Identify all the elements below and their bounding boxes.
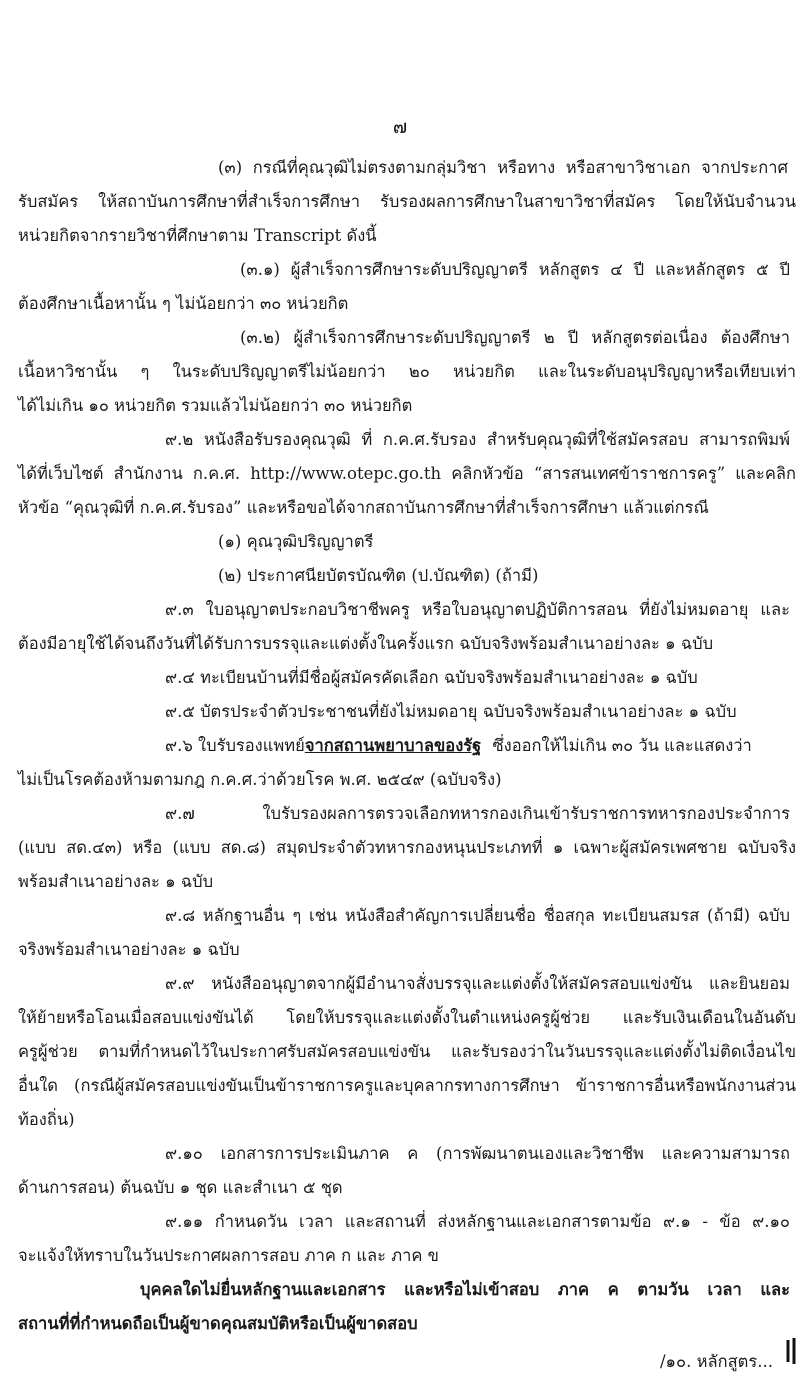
item-9-2-sub-1: (๑) คุณวุฒิปริญญาตรี [218, 532, 374, 551]
page-number: ๗ [392, 116, 408, 138]
item-9-9-line-1: ๙.๙ หนังสืออนุญาตจากผู้มีอำนาจสั่งบรรจุและแต่งตั้งให้สมัครสอบแข่งขัน และยินยอม [165, 974, 790, 993]
notice-line-2: สถานที่ที่กำหนดถือเป็นผู้ขาดคุณสมบัติหรือเป็นผู้ขาดสอบ [18, 1314, 418, 1333]
item-9-6-rest: ซึ่งออกให้ไม่เกิน ๓๐ วัน และแสดงว่า [492, 736, 752, 755]
item-9-9-line-3: ครูผู้ช่วย ตามที่กำหนดไว้ในประกาศรับสมัครสอบแข่งขัน และรับรองว่าในวันบรรจุและแต่งตั้งไม่ติดเงื่อนไข [18, 1042, 796, 1061]
item-9-10-line-1: ๙.๑๐ เอกสารการประเมินภาค ค (การพัฒนาตนเองและวิชาชีพ และความสามารถ [165, 1144, 790, 1163]
item-9-3-line-1: ๙.๓ ใบอนุญาตประกอบวิชาชีพครู หรือใบอนุญาตปฏิบัติการสอน ที่ยังไม่หมดอายุ และ [165, 600, 790, 619]
item-9-3-line-2: ต้องมีอายุใช้ได้จนถึงวันที่ได้รับการบรรจุและแต่งตั้งในครั้งแรก ฉบับจริงพร้อมสำเนาอย่างละ ๑ ฉบับ [18, 634, 714, 653]
para-3-line-2: รับสมัคร ให้สถาบันการศึกษาที่สำเร็จการศึกษา รับรองผลการศึกษาในสาขาวิชาที่สมัคร โดยให้นับจำนวน [18, 192, 796, 211]
para-3-line-3: หน่วยกิตจากรายวิชาที่ศึกษาตาม Transcript ดังนี้ [18, 226, 377, 245]
item-9-9-line-2: ให้ย้ายหรือโอนเมื่อสอบแข่งขันได้ โดยให้บรรจุและแต่งตั้งในตำแหน่งครูผู้ช่วย และรับเงินเดือนในอันดับ [18, 1008, 796, 1027]
item-9-6-line-2: ไม่เป็นโรคต้องห้ามตามกฎ ก.ค.ศ.ว่าด้วยโรค พ.ศ. ๒๕๔๙ (ฉบับจริง) [18, 770, 502, 789]
item-9-2-line-1: ๙.๒ หนังสือรับรองคุณวุฒิ ที่ ก.ค.ศ.รับรอง สำหรับคุณวุฒิที่ใช้สมัครสอบ สามารถพิมพ์ [165, 430, 790, 449]
item-9-2-line-2: ได้ที่เว็บไซต์ สำนักงาน ก.ค.ศ. http://www.otepc.go.th คลิกหัวข้อ “สารสนเทศข้าราชการครู” และคลิก [18, 464, 796, 483]
item-3-2-line-2: เนื้อหาวิชานั้น ๆ ในระดับปริญญาตรีไม่น้อยกว่า ๒๐ หน่วยกิต และในระดับอนุปริญญาหรือเทียบเท่า [18, 362, 796, 381]
item-9-6-text: ๙.๖ ใบรับรองแพทย์ [165, 736, 305, 755]
item-9-6-line-1 [165, 735, 790, 757]
item-9-9-line-5: ท้องถิ่น) [18, 1110, 75, 1129]
item-3-2-line-3: ได้ไม่เกิน ๑๐ หน่วยกิต รวมแล้วไม่น้อยกว่า ๓๐ หน่วยกิต [18, 396, 413, 415]
item-9-8-line-1: ๙.๘ หลักฐานอื่น ๆ เช่น หนังสือสำคัญการเปลี่ยนชื่อ ชื่อสกุล ทะเบียนสมรส (ถ้ามี) ฉบับ [165, 906, 790, 925]
continuation-footer: /๑๐. หลักสูตร... [660, 1352, 773, 1371]
item-9-4: ๙.๔ ทะเบียนบ้านที่มีชื่อผู้สมัครคัดเลือก ฉบับจริงพร้อมสำเนาอย่างละ ๑ ฉบับ [165, 668, 698, 687]
item-9-7-line-2: (แบบ สด.๔๓) หรือ (แบบ สด.๘) สมุดประจำตัวทหารกองหนุนประเภทที่ ๑ เฉพาะผู้สมัครเพศชาย ฉบับจริง [18, 838, 796, 857]
item-9-2-line-3: หัวข้อ “คุณวุฒิที่ ก.ค.ศ.รับรอง” และหรือขอได้จากสถาบันการศึกษาที่สำเร็จการศึกษา แล้วแต่กรณี [18, 498, 709, 517]
item-3-1-line-2: ต้องศึกษาเนื้อหานั้น ๆ ไม่น้อยกว่า ๓๐ หน่วยกิต [18, 294, 349, 313]
item-9-11-line-1: ๙.๑๑ กำหนดวัน เวลา และสถานที่ ส่งหลักฐานและเอกสารตามข้อ ๙.๑ - ข้อ ๙.๑๐ [165, 1212, 790, 1231]
notice-line-1: บุคคลใดไม่ยื่นหลักฐานและเอกสาร และหรือไม่เข้าสอบ ภาค ค ตามวัน เวลา และ [140, 1280, 790, 1299]
scan-mark-icon [782, 1336, 800, 1366]
item-9-11-line-2: จะแจ้งให้ทราบในวันประกาศผลการสอบ ภาค ก และ ภาค ข [18, 1246, 439, 1265]
para-3-line-1: (๓) กรณีที่คุณวุฒิไม่ตรงตามกลุ่มวิชา หรือทาง หรือสาขาวิชาเอก จากประกาศ [218, 158, 788, 177]
item-3-1-line-1: (๓.๑) ผู้สำเร็จการศึกษาระดับปริญญาตรี หลักสูตร ๔ ปี และหลักสูตร ๕ ปี [240, 260, 790, 279]
item-3-2-line-1: (๓.๒) ผู้สำเร็จการศึกษาระดับปริญญาตรี ๒ ปี หลักสูตรต่อเนื่อง ต้องศึกษา [240, 328, 790, 347]
item-9-2-sub-2: (๒) ประกาศนียบัตรบัณฑิต (ป.บัณฑิต) (ถ้ามี) [218, 566, 539, 585]
item-9-6-emphasis: จากสถานพยาบาลของรัฐ [304, 736, 482, 755]
item-9-7-line-3: พร้อมสำเนาอย่างละ ๑ ฉบับ [18, 872, 214, 891]
item-9-7-line-1: ๙.๗ ใบรับรองผลการตรวจเลือกทหารกองเกินเข้ารับราชการทหารกองประจำการ [165, 804, 790, 823]
item-9-10-line-2: ด้านการสอน) ต้นฉบับ ๑ ชุด และสำเนา ๕ ชุด [18, 1178, 343, 1197]
item-9-9-line-4: อื่นใด (กรณีผู้สมัครสอบแข่งขันเป็นข้าราชการครูและบุคลากรทางการศึกษา ข้าราชการอื่นหรือพนักงานส่วน [18, 1076, 796, 1095]
item-9-5: ๙.๕ บัตรประจำตัวประชาชนที่ยังไม่หมดอายุ ฉบับจริงพร้อมสำเนาอย่างละ ๑ ฉบับ [165, 702, 737, 721]
item-9-8-line-2: จริงพร้อมสำเนาอย่างละ ๑ ฉบับ [18, 940, 240, 959]
